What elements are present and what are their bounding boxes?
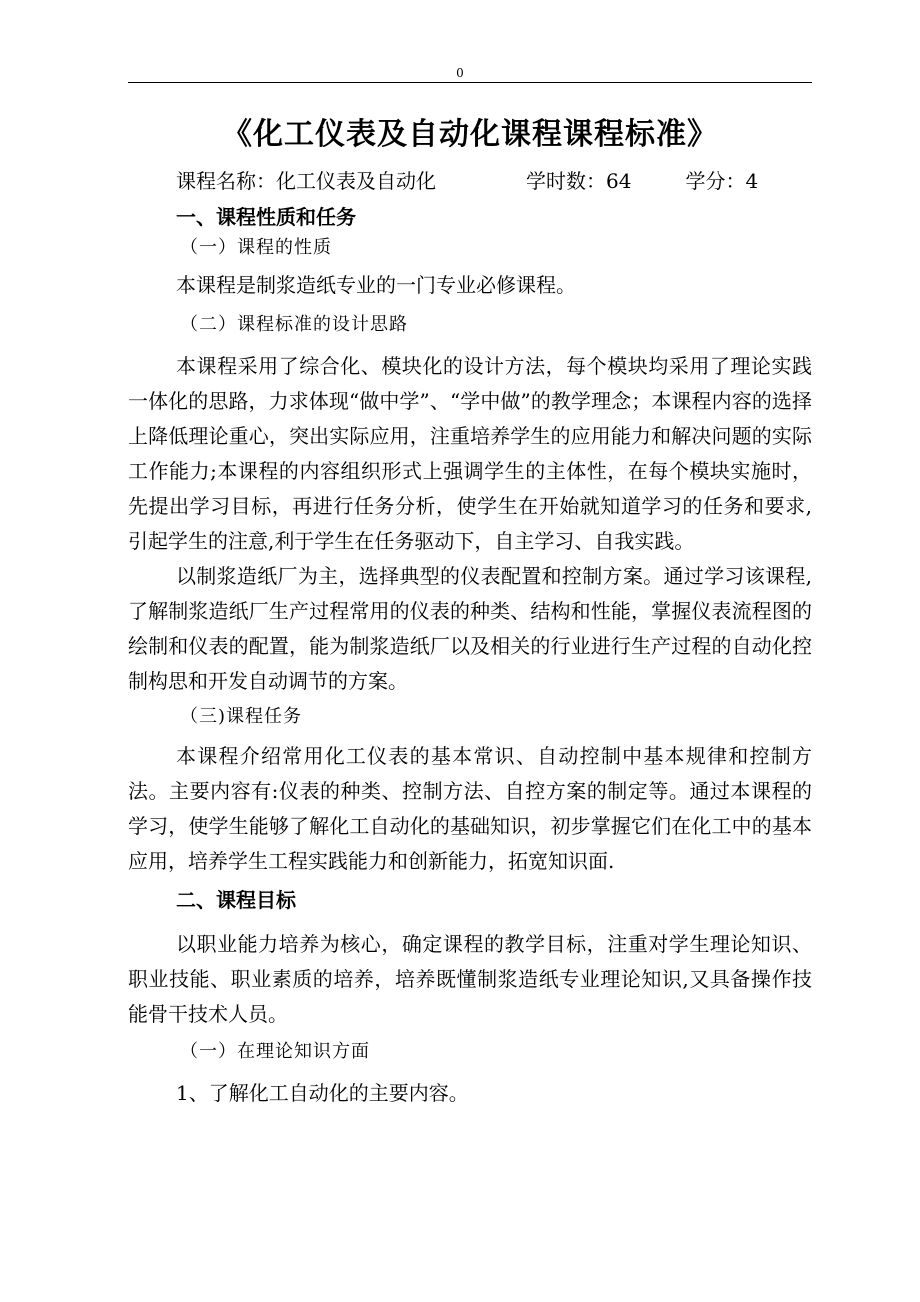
section-heading-objectives: 二、课程目标 (176, 888, 296, 912)
subheading-course-tasks: （三)课程任务 (180, 706, 303, 727)
subheading-design-idea: （二）课程标准的设计思路 (180, 314, 408, 335)
document-body (128, 112, 812, 1111)
list-item-theory-1: 1、了解化工自动化的主要内容。 (176, 1081, 469, 1105)
document-title: 《化工仪表及自动化课程课程标准》 (222, 117, 718, 152)
course-hours: 学时数：64 (526, 169, 632, 193)
subheading-theory-knowledge: （一）在理论知识方面 (180, 1041, 370, 1062)
page-number: 0 (456, 66, 464, 80)
course-meta (128, 168, 812, 194)
paragraph-design-idea: 本课程采用了综合化、模块化的设计方法，每个模块均采用了理论实践一体化的思路，力求体现“做中学”、“学中做”的教学理念；本课程内容的选择上降低理论重心，突出实际应用，注重培养学生的应用能力和解决问题的实际工作能力;本课程的内容组织形式上强调学生的主体性，在每个模块实施时，先提出学习目标，再进行任务分析，使学生在开始就知道学习的任务和要求,引起学生的注意,利于学生在任务驱动下，自主学习、自我实践。 (128, 354, 812, 553)
section-heading-nature-tasks: 一、课程性质和任务 (176, 205, 356, 229)
header-rule (128, 82, 812, 83)
paragraph-course-tasks: 本课程介绍常用化工仪表的基本常识、自动控制中基本规律和控制方法。主要内容有:仪表的种类、控制方法、自控方案的制定等。通过本课程的学习，使学生能够了解化工自动化的基础知识，初步掌握它们在化工中的基本应用，培养学生工程实践能力和创新能力，拓宽知识面. (128, 744, 812, 873)
course-credits: 学分：4 (685, 169, 759, 193)
paragraph-objectives: 以职业能力培养为核心，确定课程的教学目标，注重对学生理论知识、职业技能、职业素质的培养，培养既懂制浆造纸专业理论知识,又具备操作技能骨干技术人员。 (128, 932, 812, 1026)
paragraph-course-nature: 本课程是制浆造纸专业的一门专业必修课程。 (176, 273, 576, 297)
paragraph-paper-mill: 以制浆造纸厂为主，选择典型的仪表配置和控制方案。通过学习该课程,了解制浆造纸厂生产过程常用的仪表的种类、结构和性能，掌握仪表流程图的绘制和仪表的配置，能为制浆造纸厂以及相关的行业进行生产过程的自动化控制构思和开发自动调节的方案。 (128, 564, 812, 693)
course-name: 课程名称：化工仪表及自动化 (176, 169, 436, 193)
subheading-course-nature: （一）课程的性质 (180, 237, 332, 258)
